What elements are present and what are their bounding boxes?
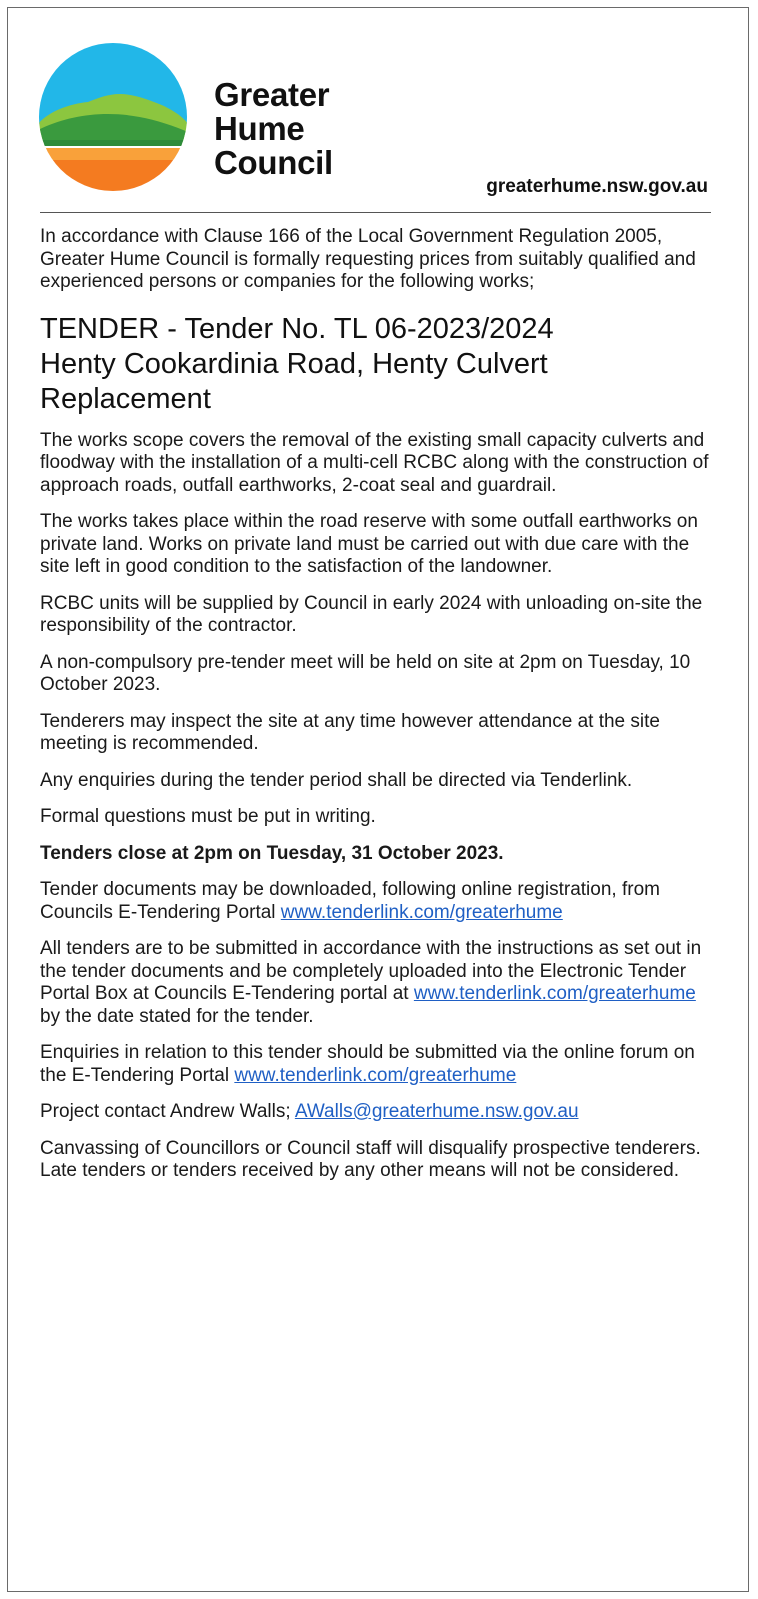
council-name-line-3: Council xyxy=(214,144,333,181)
council-name xyxy=(214,78,333,180)
tender-title: Henty Cookardinia Road, Henty Culvert xyxy=(40,347,548,380)
scope-paragraph: The works scope covers the removal of the existing small capacity culverts and floodway with the installation of a multi-cell RCBC along with the construction of approach roads, outfall earthworks, 2-coat seal and guardrail. xyxy=(40,429,709,496)
tenderlink-link[interactable]: www.tenderlink.com/greaterhume xyxy=(413,983,696,1004)
council-name-line-2: Hume xyxy=(214,110,305,147)
tender-heading xyxy=(40,312,720,417)
tender-number: TENDER - Tender No. TL 06-2023/2024 xyxy=(40,312,554,345)
tenderlink-link[interactable]: www.tenderlink.com/greaterhume xyxy=(234,1064,517,1086)
website-url: greaterhume.nsw.gov.au xyxy=(486,176,708,197)
contact-text: Project contact Andrew Walls; xyxy=(40,1101,291,1122)
submit-paragraph xyxy=(40,938,720,1028)
canvassing-paragraph: Canvassing of Councillors or Council staff will disqualify prospective tenderers. Late tenders or tenders received by any other means will not be considered. xyxy=(40,1137,701,1181)
formal-paragraph: Formal questions must be put in writing. xyxy=(40,806,376,827)
council-logo-icon xyxy=(38,42,188,192)
contact-email-link[interactable]: AWalls@greaterhume.nsw.gov.au xyxy=(294,1101,579,1122)
tenderlink-link[interactable]: www.tenderlink.com/greaterhume xyxy=(280,901,563,923)
submit-text: All tenders are to be submitted in accordance with the instructions as set out in the tender documents and be completely uploaded into the Electronic Tender Portal Box at Councils E-Tendering portal at xyxy=(40,938,702,1004)
download-text: Tender documents may be downloaded, following online registration, from Councils E-Tendering Portal xyxy=(40,879,660,923)
divider xyxy=(40,212,711,213)
header xyxy=(8,8,750,213)
enquiries-paragraph: Any enquiries during the tender period shall be directed via Tenderlink. xyxy=(40,769,633,791)
advertisement-frame xyxy=(7,7,749,1592)
intro-paragraph: In accordance with Clause 166 of the Local Government Regulation 2005, Greater Hume Council is formally requesting prices from suitably qualified and experienced persons or companies for the following works; xyxy=(40,226,696,292)
inspect-paragraph: Tenderers may inspect the site at any time however attendance at the site meeting is recommended. xyxy=(40,710,660,754)
council-name-line-1: Greater xyxy=(214,76,330,113)
closing-date: Tenders close at 2pm on Tuesday, 31 October 2023. xyxy=(40,842,504,864)
reserve-paragraph: The works takes place within the road reserve with some outfall earthworks on private land. Works on private land must be carried out with due care with the site left in good condition to the satisfaction of the landowner. xyxy=(40,511,698,577)
tender-title-cont: Replacement xyxy=(40,382,211,415)
forum-paragraph xyxy=(40,1042,720,1087)
contact-paragraph xyxy=(40,1101,720,1124)
download-paragraph xyxy=(40,879,720,924)
rcbc-paragraph: RCBC units will be supplied by Council in early 2024 with unloading on-site the responsibility of the contractor. xyxy=(40,592,703,636)
meet-paragraph: A non-compulsory pre-tender meet will be held on site at 2pm on Tuesday, 10 October 2023. xyxy=(40,651,691,695)
submit-tail: by the date stated for the tender. xyxy=(40,1005,314,1027)
notice-body xyxy=(40,226,720,1197)
forum-text: Enquiries in relation to this tender should be submitted via the online forum on the E-Tendering Portal xyxy=(40,1042,695,1086)
